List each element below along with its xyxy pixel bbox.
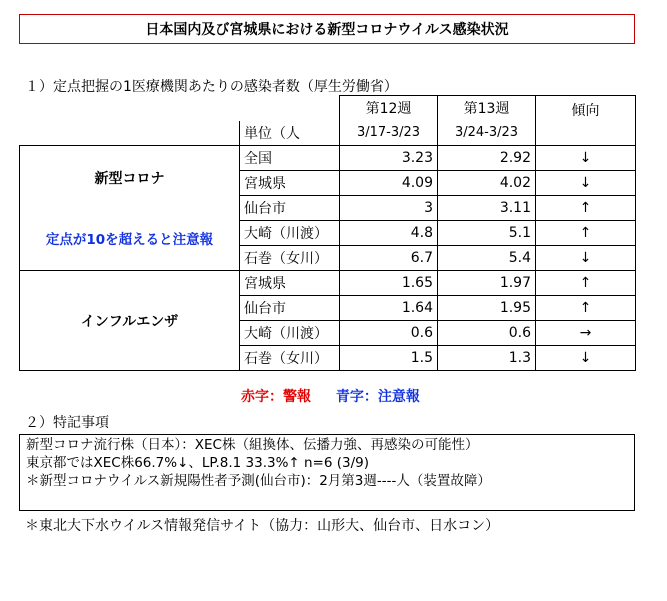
region-cell: 仙台市 <box>240 196 340 221</box>
page-title-text: 日本国内及び宮城県における新型コロナウイルス感染状況 <box>145 22 509 38</box>
footer-note: ＊東北大下水ウイルス情報発信サイト（協力：山形大、仙台市、日水コン） <box>25 518 500 534</box>
note-line: 東京都ではXEC株66.7%↓、LP.8.1 33.3%↑ n=6 (3/9) <box>26 455 370 471</box>
w13-cell: 5.1 <box>438 221 536 246</box>
w12-cell: 0.6 <box>340 321 438 346</box>
covid-group-cell <box>20 146 240 271</box>
trend-cell: ↑ <box>536 221 636 246</box>
w13-cell: 1.97 <box>438 271 536 296</box>
w12-cell: 3 <box>340 196 438 221</box>
color-legend <box>241 386 420 406</box>
region-cell: 石巻（女川） <box>240 346 340 371</box>
week13-range: 3/24-3/23 <box>438 121 536 146</box>
region-cell: 全国 <box>240 146 340 171</box>
trend-cell: ↑ <box>536 296 636 321</box>
week12-label: 第12週 <box>340 96 438 121</box>
legend-advisory: 青字：注意報 <box>335 389 420 405</box>
region-cell: 仙台市 <box>240 296 340 321</box>
region-cell: 宮城県 <box>240 171 340 196</box>
trend-cell: → <box>536 321 636 346</box>
section1-heading: １）定点把握の1医療機関あたりの感染者数（厚生労働省） <box>25 79 398 95</box>
w12-cell: 1.64 <box>340 296 438 321</box>
section2-heading: ２）特記事項 <box>25 415 109 431</box>
w12-cell: 4.09 <box>340 171 438 196</box>
week12-range: 3/17-3/23 <box>340 121 438 146</box>
w13-cell: 1.3 <box>438 346 536 371</box>
trend-header: 傾向 <box>536 96 636 146</box>
table-row <box>20 271 636 296</box>
flu-group-cell <box>20 271 240 371</box>
infection-table <box>19 95 636 371</box>
w13-cell: 0.6 <box>438 321 536 346</box>
w12-cell: 1.65 <box>340 271 438 296</box>
trend-cell: ↑ <box>536 271 636 296</box>
notes-box <box>19 434 635 511</box>
w12-cell: 1.5 <box>340 346 438 371</box>
legend-warning: 赤字：警報 <box>241 389 311 405</box>
week13-label: 第13週 <box>438 96 536 121</box>
note-line: ＊新型コロナウイルス新規陽性者予測(仙台市)：2月第3週----人（装置故障） <box>26 473 491 489</box>
page-title <box>19 14 635 44</box>
note-line: 新型コロナ流行株（日本）：XEC株（組換体、伝播力強、再感染の可能性） <box>26 437 479 453</box>
region-cell: 大崎（川渡） <box>240 321 340 346</box>
flu-group-name: インフルエンザ <box>80 313 179 330</box>
region-cell: 石巻（女川） <box>240 246 340 271</box>
trend-cell: ↓ <box>536 146 636 171</box>
covid-group-name: 新型コロナ <box>94 171 165 187</box>
w13-cell: 1.95 <box>438 296 536 321</box>
w13-cell: 4.02 <box>438 171 536 196</box>
trend-cell: ↓ <box>536 346 636 371</box>
w13-cell: 3.11 <box>438 196 536 221</box>
trend-cell: ↓ <box>536 246 636 271</box>
w12-cell: 4.8 <box>340 221 438 246</box>
region-cell: 大崎（川渡） <box>240 221 340 246</box>
covid-alert-note: 定点が10を超えると注意報 <box>45 232 214 248</box>
trend-cell: ↑ <box>536 196 636 221</box>
w12-cell: 6.7 <box>340 246 438 271</box>
w13-cell: 5.4 <box>438 246 536 271</box>
table-row <box>20 146 636 171</box>
w12-cell: 3.23 <box>340 146 438 171</box>
unit-label: 単位（人 <box>240 121 340 146</box>
w13-cell: 2.92 <box>438 146 536 171</box>
region-cell: 宮城県 <box>240 271 340 296</box>
trend-cell: ↓ <box>536 171 636 196</box>
